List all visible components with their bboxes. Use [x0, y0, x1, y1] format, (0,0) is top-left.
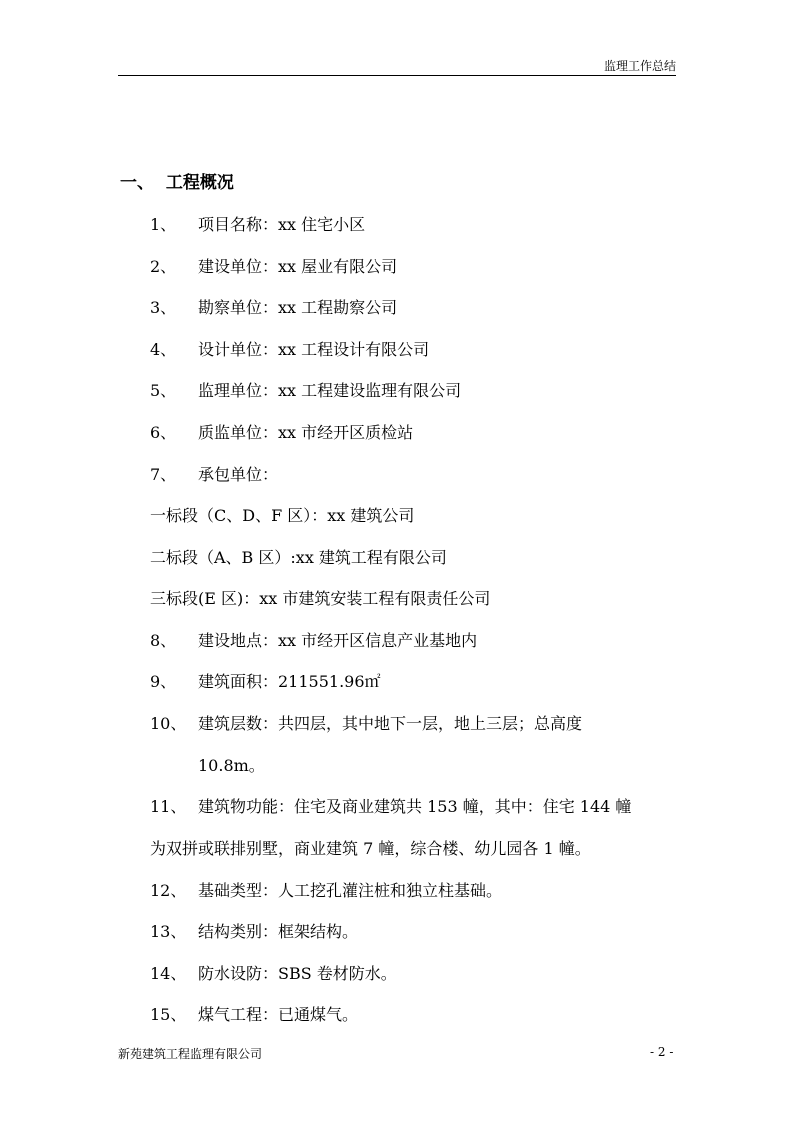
- header-rule: [118, 75, 676, 76]
- list-item: [150, 961, 397, 984]
- item-number: 7、: [150, 465, 177, 484]
- bid-section-1: 一标段（C、D、F 区）：xx 建筑公司: [150, 506, 415, 525]
- item-text: 质监单位：xx 市经开区质检站: [198, 423, 414, 442]
- list-item: [150, 1002, 358, 1025]
- item-number: 14、: [150, 964, 187, 983]
- item-number: 6、: [150, 423, 177, 442]
- item-number: 13、: [150, 922, 187, 941]
- list-item: [150, 919, 358, 942]
- list-item: [150, 711, 582, 734]
- list-item: [150, 628, 477, 651]
- item-number: 9、: [150, 672, 177, 691]
- item-number: 10、: [150, 714, 187, 733]
- item-number: 8、: [150, 631, 177, 650]
- bid-section-2: 二标段（A、B 区）:xx 建筑工程有限公司: [150, 548, 447, 567]
- list-item: [150, 462, 278, 485]
- bid-section-3: 三标段(E 区)：xx 市建筑安装工程有限责任公司: [150, 589, 491, 608]
- item-text: 建筑层数：共四层，其中地下一层，地上三层；总高度: [198, 714, 583, 733]
- section-title: 一、 工程概况: [120, 173, 234, 193]
- item-text: 勘察单位：xx 工程勘察公司: [198, 298, 398, 317]
- item-text: 承包单位：: [198, 465, 279, 484]
- item-text: 建设单位：xx 屋业有限公司: [198, 257, 398, 276]
- item-text: 建筑面积：211551.96㎡: [198, 672, 381, 691]
- item-continuation: 10.8m。: [198, 756, 265, 775]
- item-text: 基础类型：人工挖孔灌注桩和独立柱基础。: [198, 881, 503, 900]
- item-text: 煤气工程：已通煤气。: [198, 1005, 359, 1024]
- page-number: - 2 -: [650, 1045, 674, 1059]
- footer-company: 新苑建筑工程监理有限公司: [118, 1047, 263, 1061]
- item-text: 建设地点：xx 市经开区信息产业基地内: [198, 631, 478, 650]
- item-number: 1、: [150, 215, 177, 234]
- item-text: 设计单位：xx 工程设计有限公司: [198, 340, 430, 359]
- list-item: [150, 669, 381, 692]
- item-number: 3、: [150, 298, 177, 317]
- item-number: 5、: [150, 381, 177, 400]
- item-number: 4、: [150, 340, 177, 359]
- item-number: 11、: [150, 797, 187, 816]
- list-item: [150, 254, 397, 277]
- item-number: 12、: [150, 881, 187, 900]
- list-item: [150, 212, 365, 235]
- list-item: [150, 295, 397, 318]
- list-item: [150, 378, 461, 401]
- item-number: 15、: [150, 1005, 187, 1024]
- item-text: 项目名称：xx 住宅小区: [198, 215, 366, 234]
- list-item: [150, 420, 413, 443]
- item-text: 监理单位：xx 工程建设监理有限公司: [198, 381, 462, 400]
- item-text: 建筑物功能：住宅及商业建筑共 153 幢，其中：住宅 144 幢: [198, 797, 632, 816]
- list-item: [150, 794, 631, 817]
- item-continuation: 为双拼或联排别墅，商业建筑 7 幢，综合楼、幼儿园各 1 幢。: [150, 839, 591, 858]
- list-item: [150, 337, 429, 360]
- item-text: 结构类别：框架结构。: [198, 922, 359, 941]
- item-text: 防水设防：SBS 卷材防水。: [198, 964, 397, 983]
- list-item: [150, 878, 502, 901]
- item-number: 2、: [150, 257, 177, 276]
- header-title: 监理工作总结: [603, 59, 676, 73]
